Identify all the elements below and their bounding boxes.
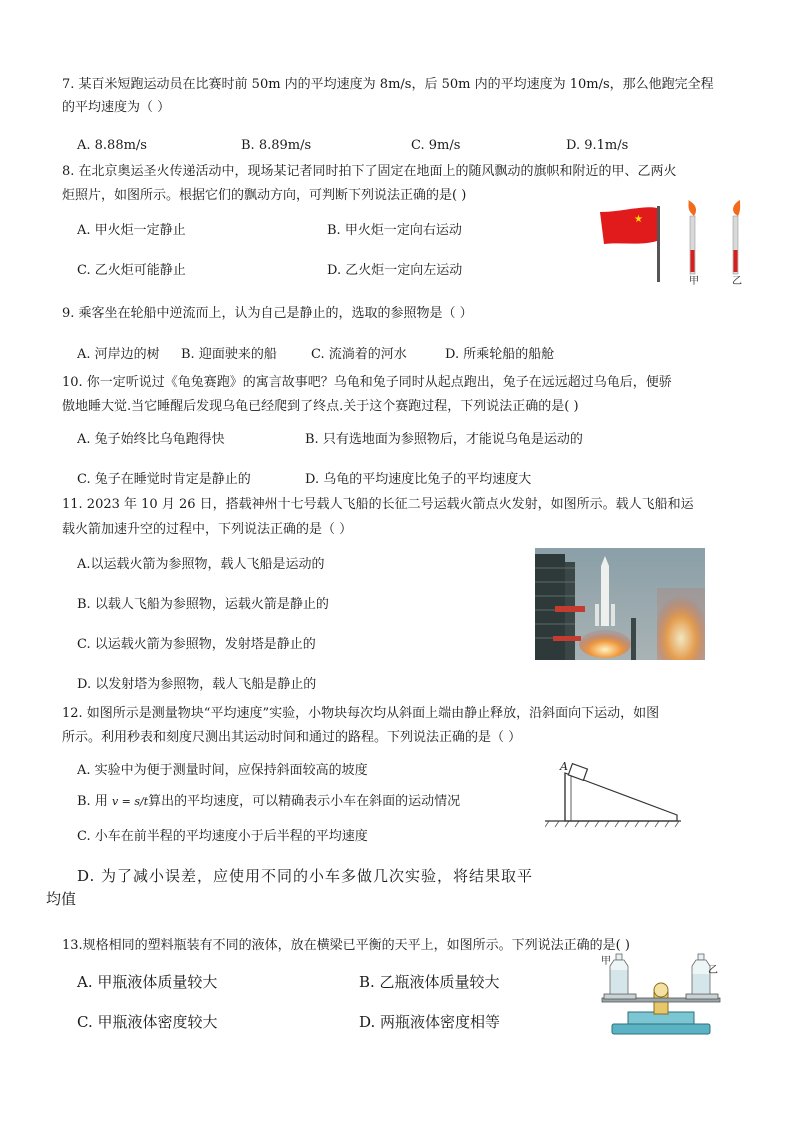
torch-yi-icon xyxy=(733,200,740,274)
q13-stem: 13.规格相同的塑料瓶装有不同的液体，放在横梁已平衡的天平上，如图所示。下列说法正确的是( ) xyxy=(62,938,630,953)
rocket-launch-photo xyxy=(535,548,705,660)
q7-option-c: C. 9m/s xyxy=(411,138,461,153)
q13-option-a: A. 甲瓶液体质量较大 xyxy=(77,973,218,991)
q11-option-a: A.以运载火箭为参照物，载人飞船是运动的 xyxy=(77,557,325,572)
q11-option-d: D. 以发射塔为参照物，载人飞船是静止的 xyxy=(77,677,317,692)
incline-label-a: A xyxy=(560,760,568,773)
q13-option-c: C. 甲瓶液体密度较大 xyxy=(77,1013,218,1031)
q12-option-b xyxy=(77,793,460,811)
q7-option-b: B. 8.89m/s xyxy=(241,138,312,153)
q11-option-b: B. 以载人飞船为参照物，运载火箭是静止的 xyxy=(77,597,329,612)
torch-jia-icon xyxy=(688,200,696,274)
q8-option-d: D. 乙火炬一定向左运动 xyxy=(327,263,463,278)
q13-option-d: D. 两瓶液体密度相等 xyxy=(359,1013,501,1031)
q10-option-d: D. 乌龟的平均速度比兔子的平均速度大 xyxy=(305,472,532,487)
q11-stem-line1: 11. 2023 年 10 月 26 日，搭载神州十七号载人飞船的长征二号运载火箭点火发射，如图所示。载人飞船和运 xyxy=(62,497,694,512)
bottle-label-jia: 甲 xyxy=(601,956,611,967)
q10-stem-line2: 傲地睡大觉.当它睡醒后发现乌龟已经爬到了终点.关于这个赛跑过程，下列说法正确的是( ) xyxy=(62,399,579,414)
bottle-jia-icon xyxy=(610,954,628,994)
q10-option-a: A. 兔子始终比乌龟跑得快 xyxy=(77,432,225,447)
q10-option-c: C. 兔子在睡觉时肯定是静止的 xyxy=(77,472,251,487)
q11-stem-line2: 载火箭加速升空的过程中，下列说法正确的是（ ） xyxy=(62,522,353,537)
q8-stem-line2: 炬照片，如图所示。根据它们的飘动方向，可判断下列说法正确的是( ) xyxy=(62,188,467,203)
q7-option-d: D. 9.1m/s xyxy=(566,138,629,153)
q12-stem-line1: 12. 如图所示是测量物块“平均速度”实验，小物块每次均从斜面上端由静止释放，沿斜面向下运动，如图 xyxy=(62,706,660,721)
q12-option-b-text: 算出的平均速度，可以精确表示小车在斜面的运动情况 xyxy=(148,794,461,809)
torch-label-jia: 甲 xyxy=(689,276,699,287)
q9-option-c: C. 流淌着的河水 xyxy=(311,347,407,362)
q12-option-a: A. 实验中为便于测量时间，应保持斜面较高的坡度 xyxy=(77,763,368,778)
q12-stem-line2: 所示。利用秒表和刻度尺测出其运动时间和通过的路程。下列说法正确的是（ ） xyxy=(62,730,522,745)
q9-option-a: A. 河岸边的树 xyxy=(77,347,160,362)
q12-formula: v = s/t xyxy=(111,795,149,808)
q8-option-a: A. 甲火炬一定静止 xyxy=(77,223,186,238)
q7-option-a: A. 8.88m/s xyxy=(77,138,147,153)
q7-stem-line2: 的平均速度为（ ） xyxy=(62,100,171,115)
q10-stem-line1: 10. 你一定听说过《龟兔赛跑》的寓言故事吧？乌龟和兔子同时从起点跑出，兔子在远远超过乌龟后，便骄 xyxy=(62,375,672,390)
q7-stem-line1: 7. 某百米短跑运动员在比赛时前 50m 内的平均速度为 8m/s，后 50m 内的平均速度为 10m/s，那么他跑完全程 xyxy=(62,77,714,92)
q13-option-b: B. 乙瓶液体质量较大 xyxy=(359,973,500,991)
flag-torch-figure xyxy=(598,200,748,292)
q11-option-c: C. 以运载火箭为参照物，发射塔是静止的 xyxy=(77,637,316,652)
torch-label-yi: 乙 xyxy=(732,276,742,287)
bottle-label-yi: 乙 xyxy=(708,965,718,976)
svg-text:★: ★ xyxy=(634,214,643,225)
q10-option-b: B. 只有选地面为参照物后，才能说乌龟是运动的 xyxy=(305,432,583,447)
q12-option-d-line1: D. 为了减小误差，应使用不同的小车多做几次实验，将结果取平 xyxy=(77,867,534,885)
q9-option-b: B. 迎面驶来的船 xyxy=(181,347,277,362)
balance-bottles-figure xyxy=(598,948,724,1038)
q12-option-c: C. 小车在前半程的平均速度小于后半程的平均速度 xyxy=(77,829,368,844)
q8-option-c: C. 乙火炬可能静止 xyxy=(77,263,186,278)
q12-option-d-line2: 均值 xyxy=(46,890,77,908)
q9-option-d: D. 所乘轮船的船舱 xyxy=(445,347,555,362)
q8-option-b: B. 甲火炬一定向右运动 xyxy=(327,223,462,238)
q9-stem: 9. 乘客坐在轮船中逆流而上，认为自己是静止的，选取的参照物是（ ） xyxy=(62,306,473,321)
q12-option-b-prefix: B. 用 xyxy=(77,794,112,809)
q8-stem-line1: 8. 在北京奥运圣火传递活动中，现场某记者同时拍下了固定在地面上的随风飘动的旗帜和附近的甲、乙两火 xyxy=(62,164,677,179)
